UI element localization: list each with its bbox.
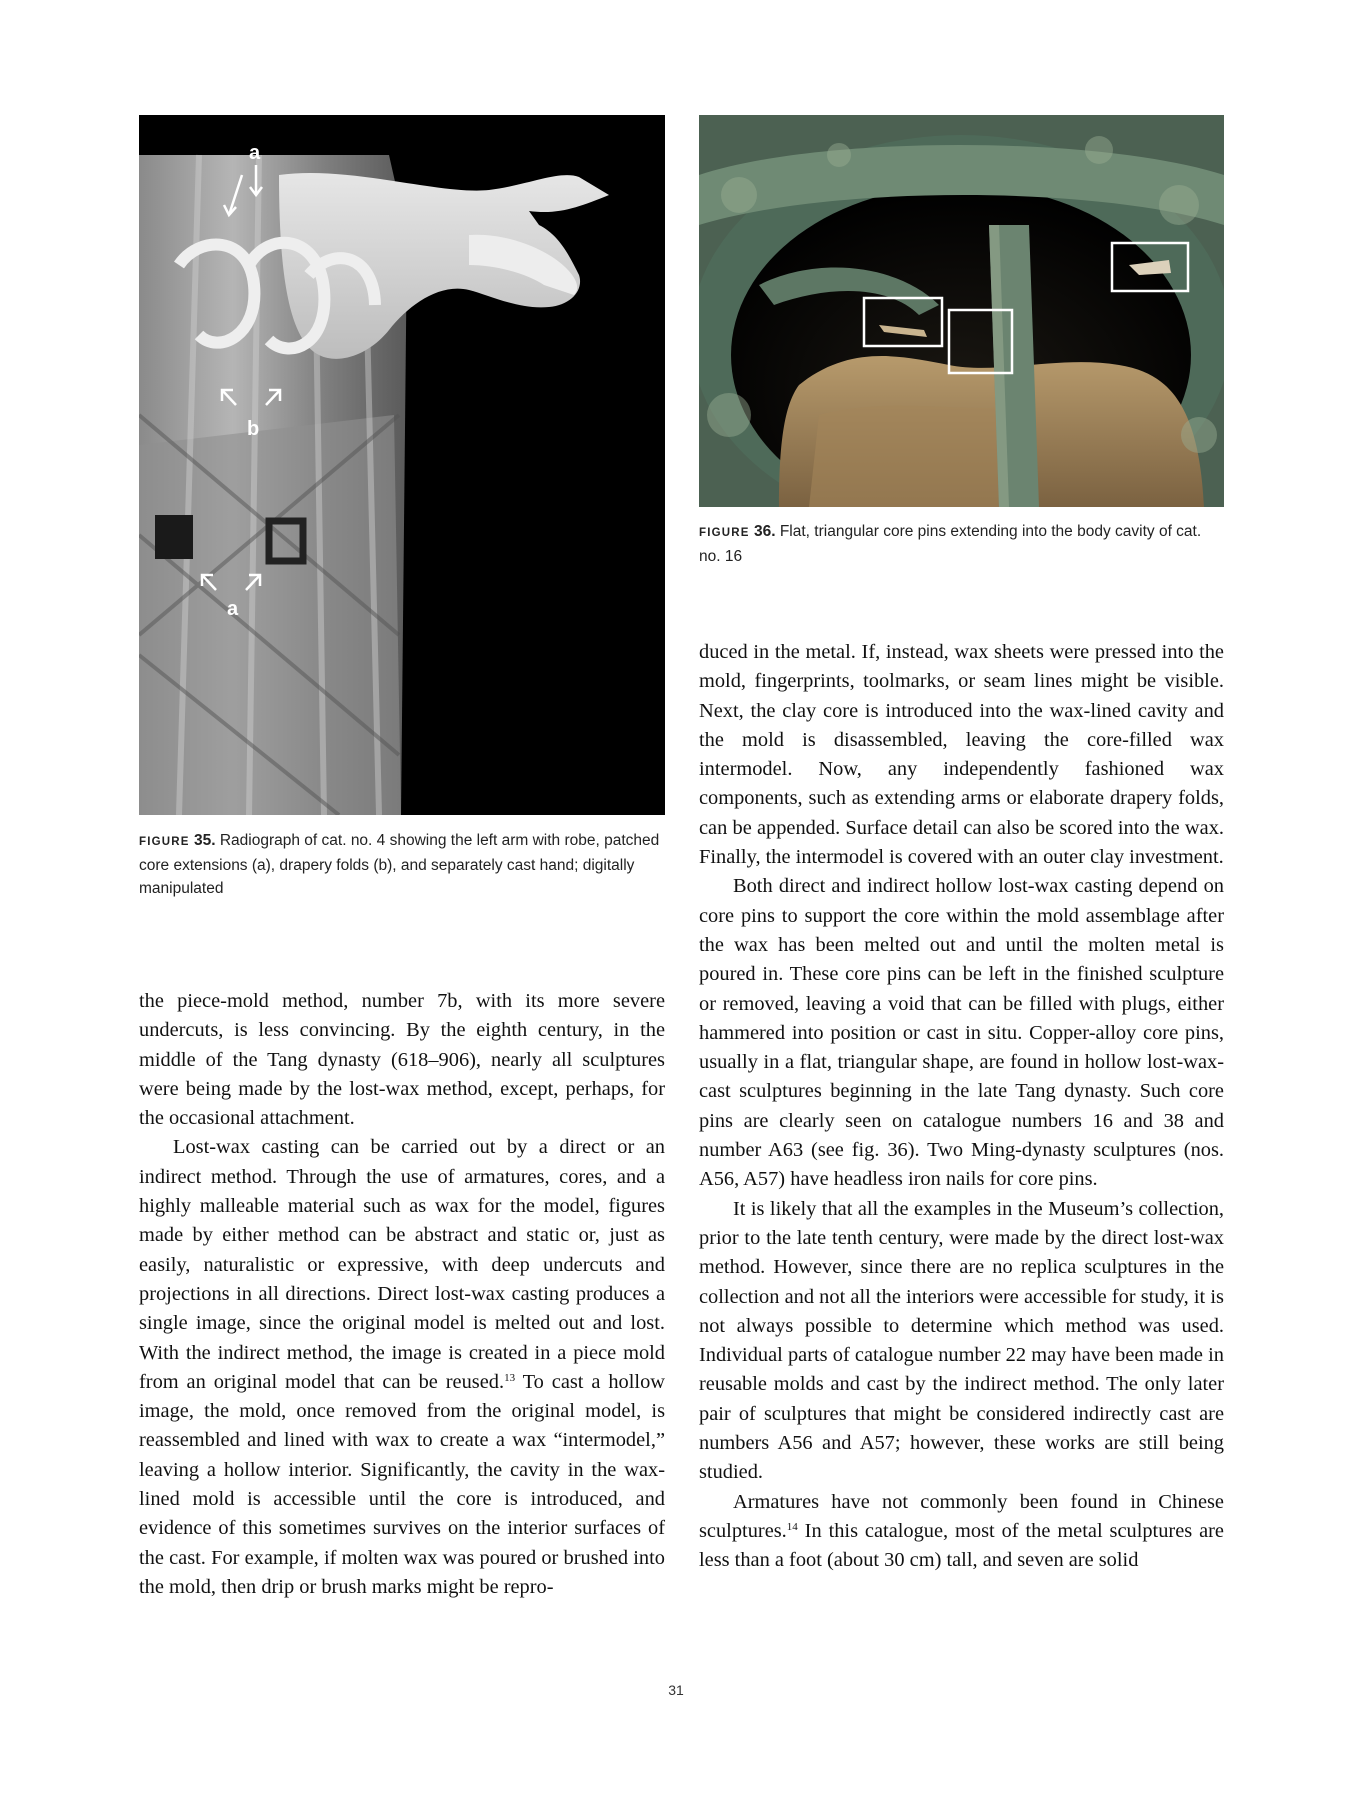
right-paragraph-2: Both direct and indirect hollow lost-wax casting depend on core pins to support the core within the mold assemblage after the wax has been melted out and until the molten metal is poured in. These core pins can be left in the finished sculpture or removed, leaving a void that can be filled with plugs, either hammered into position or cast in situ. Copper-alloy core pins, usually in a flat, triangular shape, are found in hollow lost-wax-cast sculptures beginning in the late Tang dynasty. Such core pins are clearly seen on catalogue numbers 16 and 38 and number A63 (see fig. 36). Two Ming-dynasty sculptures (nos. A56, A57) have headless iron nails for core pins. (699, 875, 1224, 1191)
figure-35-caption-label: FIGURE (139, 836, 190, 848)
figure-36-caption-number: 36. (753, 523, 776, 540)
figure-35-label-b: b (247, 418, 260, 440)
right-text-column (699, 638, 1224, 1576)
footnote-13-marker: 13 (504, 1371, 516, 1384)
page-number: 31 (668, 1682, 684, 1698)
footnote-14-marker: 14 (786, 1520, 798, 1533)
figure-36-photo (699, 115, 1224, 507)
right-paragraph-3: It is likely that all the examples in the Museum’s collection, prior to the late tenth century, were made by the direct lost-wax method. However, since there are no replica sculptures in the collection and not all the interiors were accessible for study, it is not always possible to determine which method was used. Individual parts of catalogue number 22 may have been made in reusable molds and cast by the indirect method. The only later pair of sculptures that might be considered indirectly cast are numbers A56 and A57; however, these works are still being studied. (699, 1197, 1224, 1484)
figure-35-caption-text: Radiograph of cat. no. 4 showing the left arm with robe, patched core extensions (a), drapery folds (b), and separately cast hand; digitally manipulated (139, 832, 660, 897)
figure-36-caption-text: Flat, triangular core pins extending into the body cavity of cat. no. 16 (699, 523, 1202, 565)
right-paragraph-1: duced in the metal. If, instead, wax sheets were pressed into the mold, fingerprints, toolmarks, or seam lines might be visible. Next, the clay core is introduced into the wax-lined cavity and the mold is disassembled, leaving the core-filled wax intermodel. Now, any independently fashioned wax components, such as extending arms or elaborate drapery folds, can be appended. Surface detail can also be scored into the wax. Finally, the intermodel is covered with an outer clay investment. (699, 641, 1224, 869)
figure-35-label-a-bottom: a (227, 598, 239, 620)
figure-35-radiograph (139, 115, 665, 815)
figure-35-caption-number: 35. (193, 832, 216, 849)
right-paragraph-4-part-a: Armatures have not commonly been found in Chinese sculptures. (699, 1490, 1224, 1542)
figure-36-caption-label: FIGURE (699, 527, 750, 539)
figure-35-caption (139, 829, 665, 900)
left-paragraph-2 (139, 1133, 665, 1602)
left-text-column (139, 987, 665, 1602)
right-paragraph-4-part-b: In this catalogue, most of the metal sculptures are less than a foot (about 30 cm) tall, and seven are solid (699, 1519, 1224, 1572)
figure-35-label-a-top: a (249, 142, 261, 164)
left-paragraph-2-part-b: To cast a hollow image, the mold, once removed from the original model, is reassembled and lined with wax to create a wax “intermodel,” leaving a hollow interior. Significantly, the cavity in the wax-lined mold is accessible until the core is introduced, and evidence of this sometimes survives on the interior surfaces of the cast. For example, if molten wax was poured or brushed into the mold, then drip or brush marks might be repro- (139, 1370, 665, 1598)
right-paragraph-4 (699, 1488, 1224, 1576)
figure-36-caption (699, 520, 1224, 568)
left-paragraph-2-part-a: Lost-wax casting can be carried out by a direct or an indirect method. Through the use of armatures, cores, and a highly malleable material such as wax for the model, figures made by either method can be abstract and static or, just as easily, naturalistic or expressive, with deep undercuts and projections in all directions. Direct lost-wax casting produces a single image, since the original model is melted out and lost. With the indirect method, the image is created in a piece mold from an original model that can be reused. (139, 1136, 665, 1393)
left-paragraph-1: the piece-mold method, number 7b, with its more severe undercuts, is less convincing. By the eighth century, in the middle of the Tang dynasty (618–906), nearly all sculptures were being made by the lost-wax method, except, perhaps, for the occasional attachment. (139, 990, 665, 1130)
